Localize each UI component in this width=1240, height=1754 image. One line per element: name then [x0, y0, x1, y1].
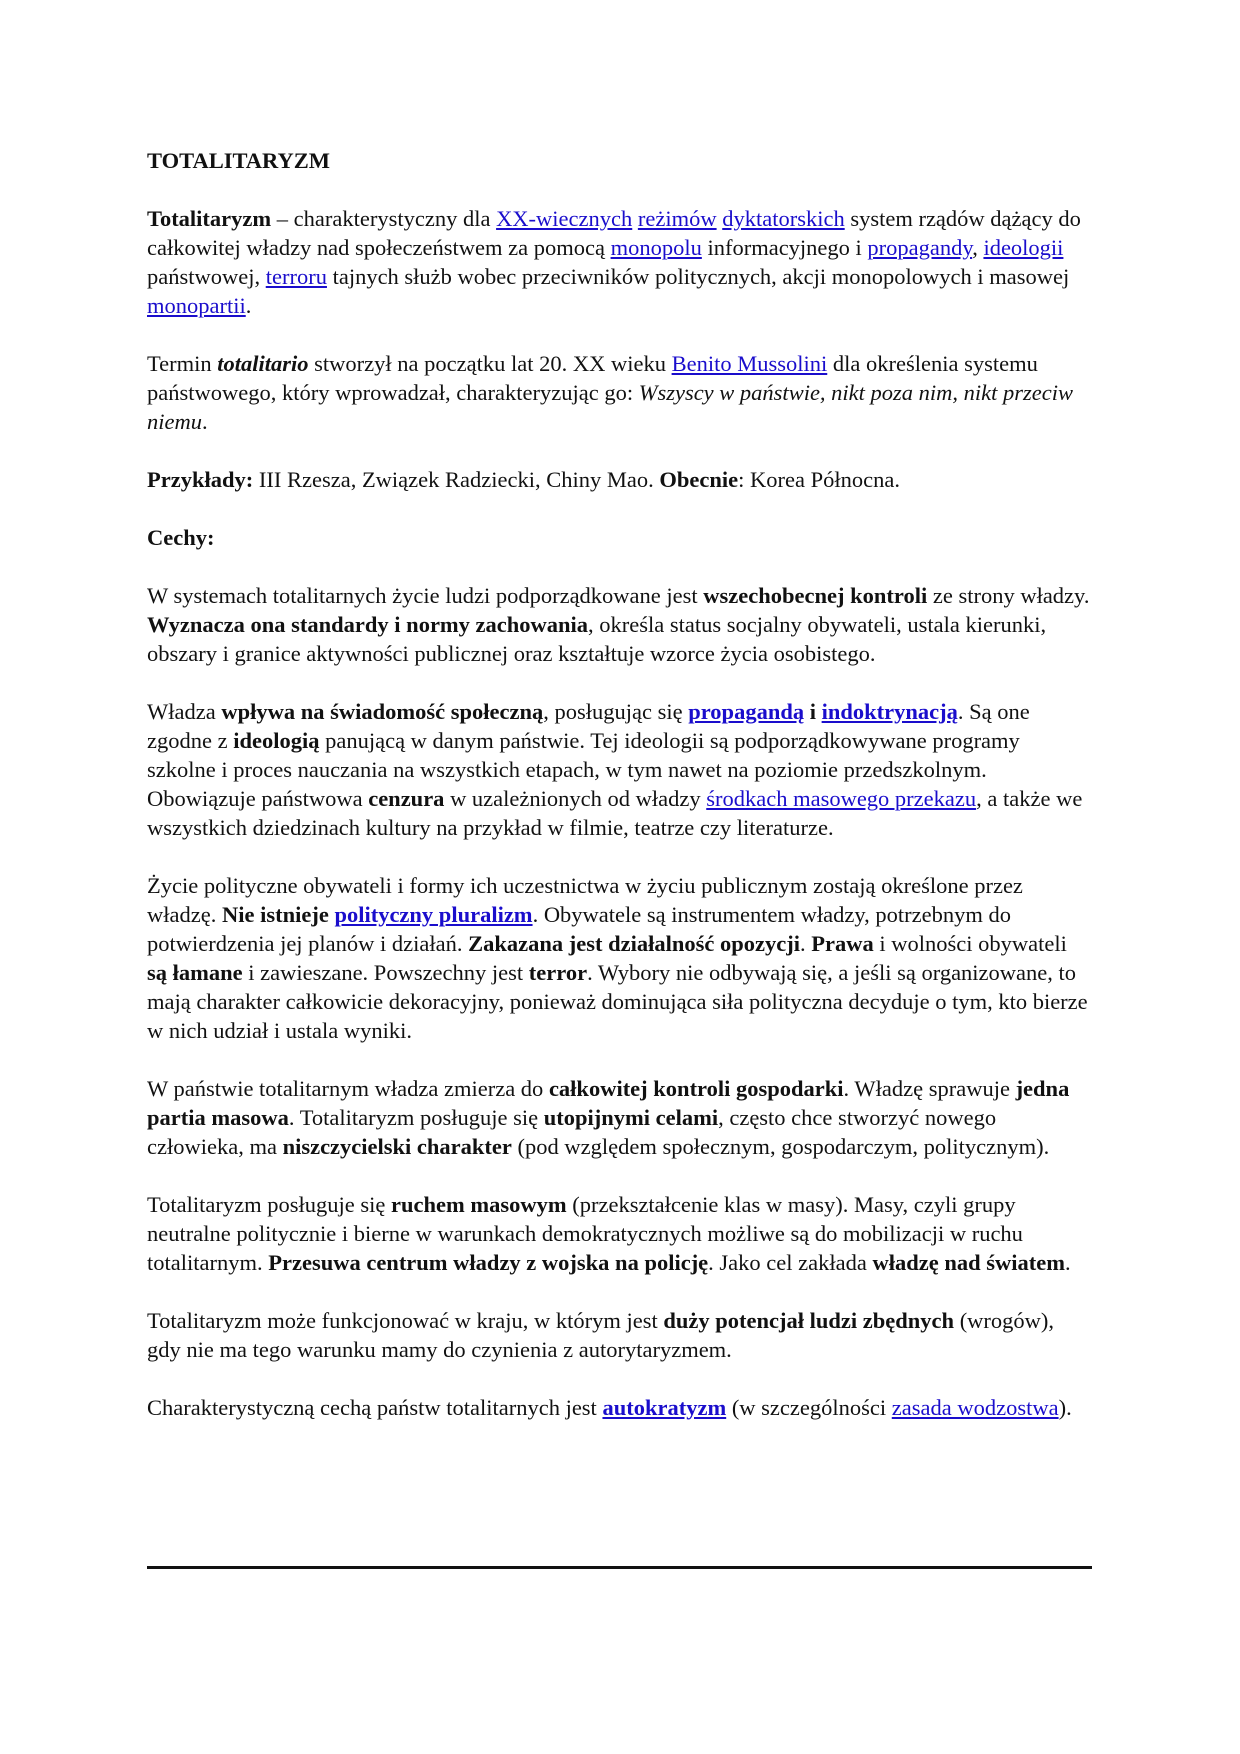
- text: dla określenia systemu państwowego, który wprowadzał, charakteryzując go:: [147, 351, 1038, 405]
- bold-text: Wyznacza ona standardy i normy zachowania: [147, 612, 589, 637]
- text: .: [800, 931, 812, 956]
- text: .: [202, 409, 208, 434]
- text: , posługując się: [543, 699, 689, 724]
- paragraph-political-life: [147, 871, 1092, 1045]
- paragraph-features-heading: [147, 523, 1092, 552]
- text: .: [1064, 1250, 1071, 1275]
- bold-text: jedna partia masowa: [147, 1076, 1070, 1130]
- document-title: TOTALITARYZM: [147, 148, 330, 173]
- bold-text: terror: [528, 960, 588, 985]
- text: . Władzę sprawuje: [843, 1076, 1016, 1101]
- bold-text: wszechobecnej kontroli: [703, 583, 928, 608]
- text: (przekształcenie klas w masy). Masy, czyli grupy neutralne politycznie i bierne w warunkach demokratycznych możliwe są do mobilizacji w ruchu totalitarnym.: [147, 1192, 1023, 1275]
- paragraph-mass-movement: [147, 1190, 1092, 1277]
- text: ze strony władzy.: [927, 583, 1090, 608]
- text: (wrogów), gdy nie ma tego warunku mamy do czynienia z autorytaryzmem.: [147, 1308, 1055, 1362]
- paragraph-propaganda: [147, 697, 1092, 842]
- quote-italic: Wszyscy w państwie, nikt poza nim, nikt przeciw niemu: [147, 380, 1074, 434]
- link-rezimow[interactable]: reżimów: [637, 206, 717, 231]
- text: system rządów dążący do całkowitej władzy nad społeczeństwem za pomocą: [147, 206, 1081, 260]
- bold-text: Przesuwa centrum władzy z wojska na policję: [268, 1250, 709, 1275]
- text: państwowej,: [147, 264, 266, 289]
- link-benito-mussolini[interactable]: Benito Mussolini: [671, 351, 828, 376]
- bold-text: niszczycielski charakter: [282, 1134, 512, 1159]
- link-xx-wiecznych[interactable]: XX-wiecznych: [496, 206, 633, 231]
- horizontal-rule: [147, 1566, 1092, 1569]
- bold-text: ruchem masowym: [391, 1192, 567, 1217]
- link-terroru[interactable]: terroru: [265, 264, 327, 289]
- link-dyktatorskich[interactable]: dyktatorskich: [722, 206, 845, 231]
- text: Totalitaryzm może funkcjonować w kraju, w którym jest: [147, 1308, 664, 1333]
- link-zasada-wodzostwa[interactable]: zasada wodzostwa: [891, 1395, 1059, 1420]
- text: W systemach totalitarnych życie ludzi podporządkowane jest: [147, 583, 704, 608]
- bold-text: władzę nad światem: [872, 1250, 1065, 1275]
- text: III Rzesza, Związek Radziecki, Chiny Mao.: [253, 467, 660, 492]
- text: w uzależnionych od władzy: [444, 786, 707, 811]
- bold-text: duży potencjał ludzi zbędnych: [663, 1308, 955, 1333]
- paragraph-examples: [147, 465, 1092, 494]
- bold-text: całkowitej kontroli gospodarki: [548, 1076, 844, 1101]
- bold-text: ideologią: [233, 728, 320, 753]
- text: , często chce stworzyć nowego człowieka, ma: [147, 1105, 997, 1159]
- bold-text: Przykłady:: [147, 467, 254, 492]
- text: Życie polityczne obywateli i formy ich uczestnictwa w życiu publicznym zostają określone przez władzę.: [147, 873, 1023, 927]
- paragraph-control: [147, 581, 1092, 668]
- text: (pod względem społecznym, gospodarczym, politycznym).: [511, 1134, 1050, 1159]
- link-ideologii[interactable]: ideologii: [983, 235, 1064, 260]
- bold-text: są łamane: [147, 960, 243, 985]
- text: . Obywatele są instrumentem władzy, potrzebnym do potwierdzenia jej planów i działań.: [147, 902, 1011, 956]
- link-indoktrynacja[interactable]: indoktrynacją: [821, 699, 958, 724]
- text: . Są one zgodne z: [147, 699, 1030, 753]
- bold-text: wpływa na świadomość społeczną: [221, 699, 544, 724]
- paragraph-redundant-people: [147, 1306, 1092, 1364]
- paragraph-definition: [147, 204, 1092, 320]
- text: Charakterystyczną cechą państw totalitarnych jest: [147, 1395, 603, 1420]
- bold-text: Zakazana jest działalność opozycji: [468, 931, 801, 956]
- text: i zawieszane. Powszechny jest: [242, 960, 529, 985]
- text: . Totalitaryzm posługuje się: [288, 1105, 544, 1130]
- text: . Jako cel zakłada: [708, 1250, 873, 1275]
- text: Totalitaryzm posługuje się: [147, 1192, 391, 1217]
- text: ).: [1058, 1395, 1072, 1420]
- link-propaganda[interactable]: propagandą: [688, 699, 805, 724]
- paragraph-economy: [147, 1074, 1092, 1161]
- term-bold: Totalitaryzm: [147, 206, 272, 231]
- bold-text: cenzura: [368, 786, 445, 811]
- paragraph-origin: [147, 349, 1092, 436]
- text: stworzył na początku lat 20. XX wieku: [308, 351, 672, 376]
- bold-text: Prawa: [811, 931, 874, 956]
- paragraph-autocracy: [147, 1393, 1092, 1422]
- text: – charakterystyczny dla: [271, 206, 497, 231]
- link-monopartii[interactable]: monopartii: [147, 293, 246, 318]
- text: ,: [972, 235, 984, 260]
- link-polityczny-pluralizm[interactable]: polityczny pluralizm: [334, 902, 533, 927]
- link-autokratyzm[interactable]: autokratyzm: [602, 1395, 727, 1420]
- text: tajnych służb wobec przeciwników politycznych, akcji monopolowych i masowej: [326, 264, 1070, 289]
- text: .: [245, 293, 252, 318]
- text: W państwie totalitarnym władza zmierza do: [147, 1076, 549, 1101]
- text: panującą w danym państwie. Tej ideologii są podporządkowywane programy szkolne i proces nauczania na wszystkich etapach, w tym nawet na poziomie przedszkolnym. Obowiązuje państwowa: [147, 728, 1020, 811]
- text: , określa status socjalny obywateli, ustala kierunki, obszary i granice aktywności publicznej oraz kształtuje wzorce życia osobistego.: [147, 612, 1047, 666]
- link-monopolu[interactable]: monopolu: [610, 235, 702, 260]
- text: . Wybory nie odbywają się, a jeśli są organizowane, to mają charakter całkowicie dekoracyjny, ponieważ dominująca siła polityczna decyduje o tym, kto bierze w nich udział i ustala wyniki.: [147, 960, 1088, 1043]
- text: i wolności obywateli: [873, 931, 1067, 956]
- term-bold-italic: totalitario: [217, 351, 309, 376]
- bold-text: i: [804, 699, 822, 724]
- text: (w szczególności: [726, 1395, 892, 1420]
- text: : Korea Północna.: [738, 467, 900, 492]
- link-srodkach-masowego-przekazu[interactable]: środkach masowego przekazu: [706, 786, 977, 811]
- bold-text: Nie istnieje: [221, 902, 335, 927]
- bold-text: utopijnymi celami: [543, 1105, 719, 1130]
- text: , a także we wszystkich dziedzinach kultury na przykład w filmie, teatrze czy literaturze.: [147, 786, 1083, 840]
- text: Termin: [147, 351, 218, 376]
- section-heading: Cechy:: [147, 525, 215, 550]
- text: informacyjnego i: [701, 235, 868, 260]
- text: Władza: [147, 699, 222, 724]
- document-page: [147, 146, 1092, 1451]
- link-propagandy[interactable]: propagandy: [867, 235, 973, 260]
- bold-text: Obecnie: [659, 467, 739, 492]
